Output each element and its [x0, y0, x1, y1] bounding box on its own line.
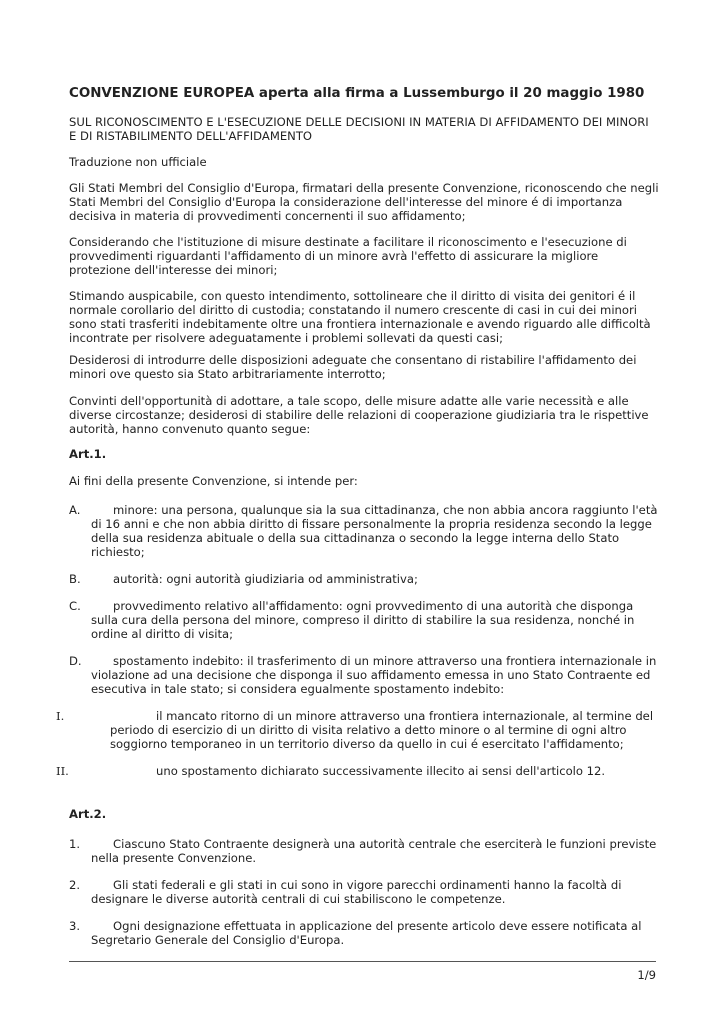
- article-1-intro: Ai fini della presente Convenzione, si intende per:: [69, 474, 358, 488]
- item-text-continued: sulla cura della persona del minore, compreso il diritto di stabilire la sua residenza, nonché in ordine al diritto di visita;: [91, 613, 635, 641]
- item-marker: 2.: [69, 878, 81, 892]
- item-text: uno spostamento dichiarato successivamente illecito ai sensi dell'articolo 12.: [156, 764, 606, 778]
- item-text: autorità: ogni autorità giudiziaria od amministrativa;: [113, 572, 418, 586]
- item-marker: A.: [69, 503, 81, 517]
- definition-item-c: [69, 599, 659, 641]
- item-text-continued: designare le diverse autorità centrali di cui stabiliscono le competenze.: [91, 892, 506, 906]
- article-1-heading: Art.1.: [69, 447, 107, 461]
- item-marker: B.: [69, 572, 81, 586]
- item-marker: 3.: [69, 919, 81, 933]
- item-marker: II.: [56, 764, 69, 778]
- item-text: Ogni designazione effettuata in applicazione del presente articolo deve essere notificata al: [113, 919, 642, 933]
- article-2-item-2: [69, 878, 659, 906]
- item-marker: 1.: [69, 837, 81, 851]
- definition-item-d: [69, 654, 659, 696]
- item-text: Ciascuno Stato Contraente designerà una autorità centrale che eserciterà le funzioni previste: [113, 837, 657, 851]
- sub-item-ii: [56, 764, 666, 778]
- preamble-paragraph: Convinti dell'opportunità di adottare, a tale scopo, delle misure adatte alle varie necessità e alle diverse circostanze; desiderosi di stabilire delle relazioni di cooperazione giudiziaria tra le rispettive autorità, hanno convenuto quanto segue:: [69, 394, 649, 436]
- document-subtitle: SUL RICONOSCIMENTO E L'ESECUZIONE DELLE DECISIONI IN MATERIA DI AFFIDAMENTO DEI MINORI E DI RISTABILIMENTO DELL'AFFIDAMENTO: [69, 115, 649, 143]
- footer-divider: [69, 961, 656, 962]
- definition-item-b: [69, 572, 659, 586]
- item-text: Gli stati federali e gli stati in cui sono in vigore parecchi ordinamenti hanno la facoltà di: [113, 878, 622, 892]
- item-text: minore: una persona, qualunque sia la sua cittadinanza, che non abbia ancora raggiunto l'età: [113, 503, 658, 517]
- document-title: CONVENZIONE EUROPEA aperta alla firma a Lussemburgo il 20 maggio 1980: [69, 86, 645, 101]
- item-text: il mancato ritorno di un minore attraverso una frontiera internazionale, al termine del: [156, 709, 654, 723]
- item-text-continued: violazione ad una decisione che disponga il suo affidamento emessa in uno Stato Contraente ed esecutiva in tale stato; si considera egualmente spostamento indebito:: [91, 668, 651, 696]
- item-text-continued: Segretario Generale del Consiglio d'Europa.: [91, 933, 345, 947]
- definition-item-a: [69, 503, 659, 559]
- preamble-paragraph: Considerando che l'istituzione di misure destinate a facilitare il riconoscimento e l'esecuzione di provvedimenti riguardanti l'affidamento di un minore avrà l'effetto di assicurare la migliore protezione dell'interesse dei minori;: [69, 235, 627, 277]
- item-text: provvedimento relativo all'affidamento: ogni provvedimento di una autorità che disponga: [113, 599, 634, 613]
- article-2-heading: Art.2.: [69, 807, 107, 821]
- article-2-item-3: [69, 919, 659, 947]
- preamble-paragraph: Stimando auspicabile, con questo intendimento, sottolineare che il diritto di visita dei genitori é il normale corollario del diritto di custodia; constatando il numero crescente di casi in cui dei minori sono stati trasferiti indebitamente oltre una frontiera internazionale e avendo riguardo alle difficoltà incontrate per risolvere adeguatamente i problemi sollevati da questi casi;: [69, 289, 651, 345]
- item-marker: I.: [56, 709, 65, 723]
- item-marker: D.: [69, 654, 82, 668]
- sub-item-i: [56, 709, 666, 751]
- preamble-paragraph: Gli Stati Membri del Consiglio d'Europa, firmatari della presente Convenzione, riconoscendo che negli Stati Membri del Consiglio d'Europa la considerazione dell'interesse del minore é di importanza decisiva in materia di provvedimenti concernenti il suo affidamento;: [69, 181, 659, 223]
- item-marker: C.: [69, 599, 81, 613]
- article-2-item-1: [69, 837, 659, 865]
- translation-note: Traduzione non ufficiale: [69, 155, 207, 169]
- preamble-paragraph: Desiderosi di introdurre delle disposizioni adeguate che consentano di ristabilire l'affidamento dei minori ove questo sia Stato arbitrariamente interrotto;: [69, 353, 637, 381]
- page-number: 1/9: [637, 968, 656, 982]
- item-text-continued: di 16 anni e che non abbia diritto di fissare personalmente la propria residenza secondo la legge della sua residenza abituale o della sua cittadinanza o secondo la legge interna dello Stato richiesto;: [91, 517, 652, 559]
- item-text-continued: periodo di esercizio di un diritto di visita relativo a detto minore o al termine di ogni altro soggiorno temporaneo in un territorio diverso da quello in cui é esercitato l'affidamento;: [110, 723, 627, 751]
- item-text-continued: nella presente Convenzione.: [91, 851, 257, 865]
- item-text: spostamento indebito: il trasferimento di un minore attraverso una frontiera internazionale in: [113, 654, 657, 668]
